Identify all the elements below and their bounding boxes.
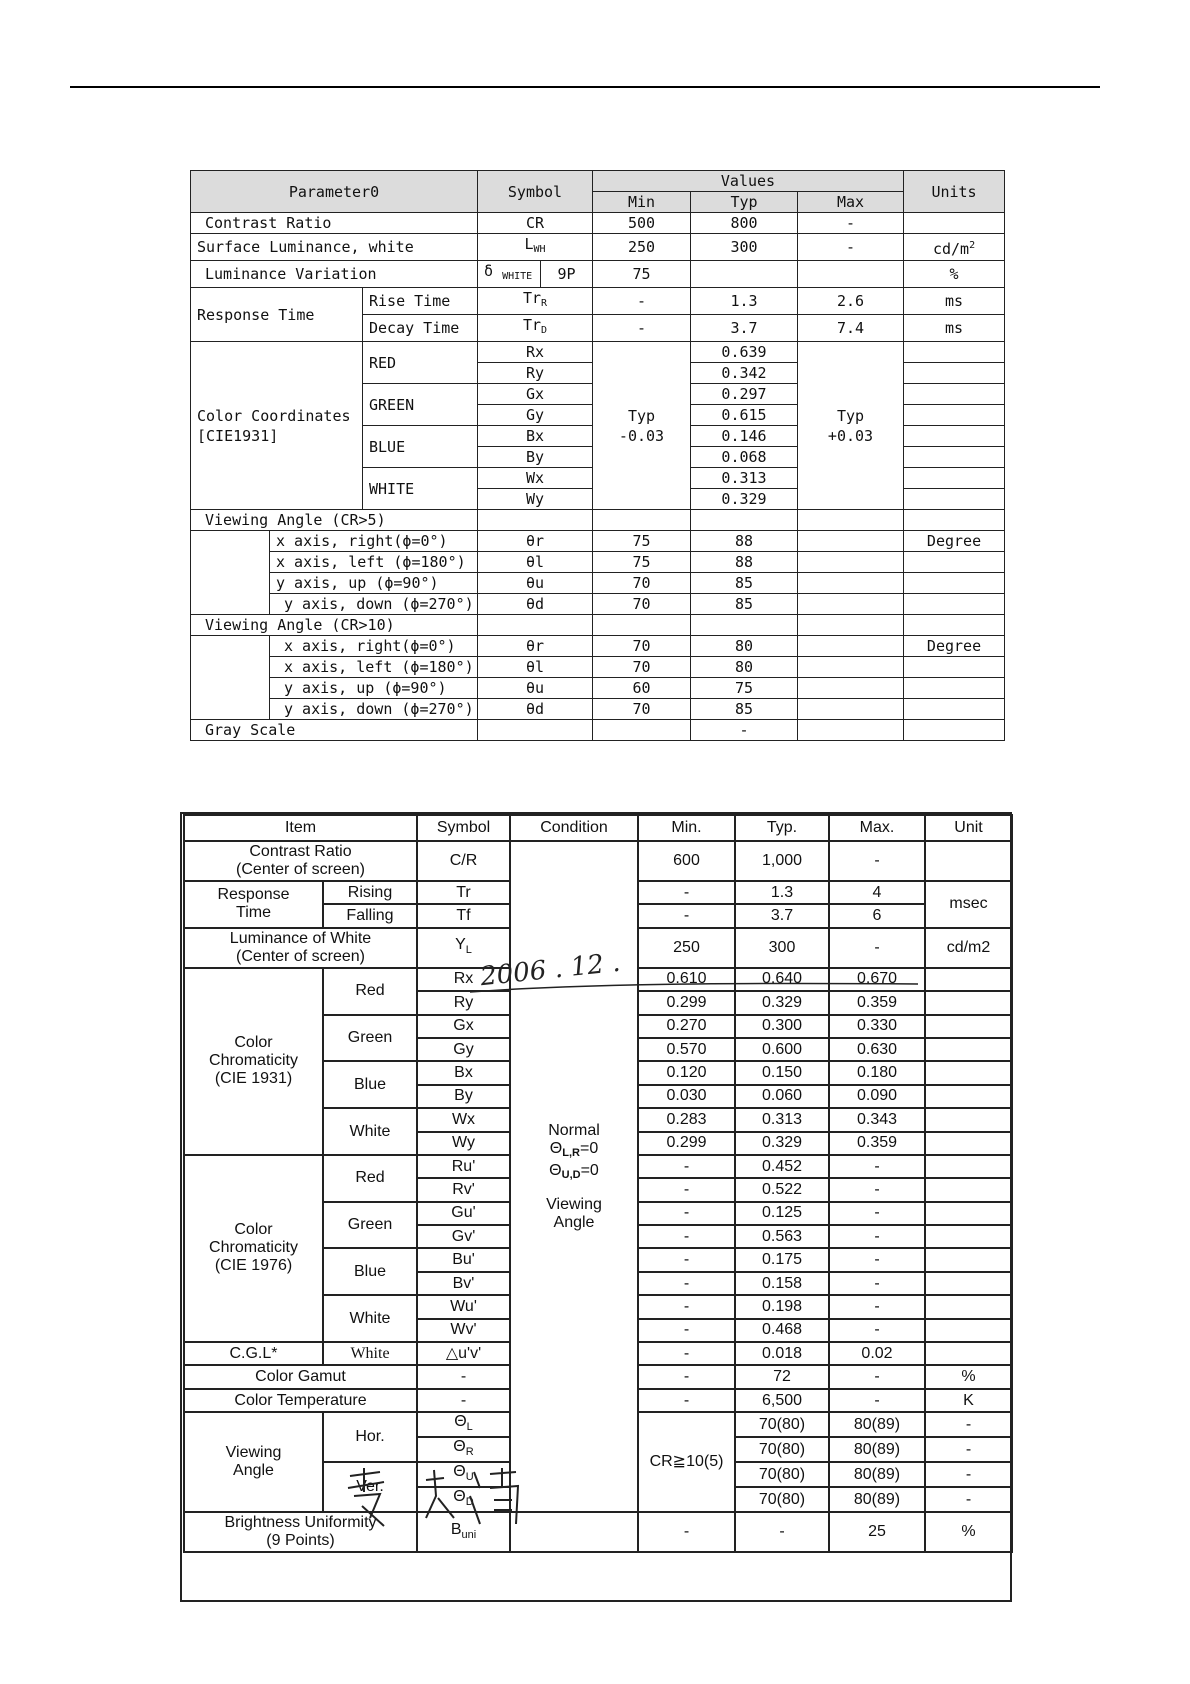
- symbol: δ $_{WHITE}$: [478, 261, 541, 288]
- condition-normal: Normal ΘL,R=0 ΘU,D=0 Viewing Angle: [510, 841, 638, 1512]
- min: -: [593, 315, 691, 342]
- table-row: [191, 531, 1005, 552]
- typ: 6,500: [735, 1389, 829, 1412]
- symbol: CR: [478, 213, 593, 234]
- color-green-label: GREEN: [363, 384, 478, 426]
- typ: 0.060: [735, 1085, 829, 1108]
- table-row: [191, 636, 1005, 657]
- typ: 0.329: [735, 1132, 829, 1155]
- sub-label: y axis, up (ϕ=90°): [270, 678, 478, 699]
- typ: 3.7: [691, 315, 798, 342]
- unit: %: [925, 1512, 1012, 1552]
- symbol: Wy: [478, 489, 593, 510]
- max: -: [829, 1365, 925, 1388]
- symbol: Wu': [417, 1295, 510, 1318]
- typ: 0.468: [735, 1319, 829, 1342]
- symbol: Bu': [417, 1248, 510, 1271]
- symbol: Gx: [478, 384, 593, 405]
- typ: 75: [691, 678, 798, 699]
- max: -: [829, 1272, 925, 1295]
- typ: 80(89): [829, 1462, 925, 1487]
- symbol: By: [417, 1085, 510, 1108]
- color-white-label: WHITE: [363, 468, 478, 510]
- table-row: [191, 678, 1005, 699]
- symbol: $L_{WH}$: [478, 234, 593, 261]
- min: 0.299: [638, 991, 735, 1014]
- param-label: Gray Scale: [191, 720, 478, 741]
- symbol: -: [417, 1389, 510, 1412]
- sub-label: x axis, right(ϕ=0°): [270, 636, 478, 657]
- typ: 1.3: [735, 881, 829, 904]
- max: -: [925, 1487, 1012, 1512]
- min: -: [638, 1512, 735, 1552]
- min: 500: [593, 213, 691, 234]
- typ: 80: [691, 636, 798, 657]
- unit: cd/m2: [925, 928, 1012, 968]
- typ: 0.125: [735, 1202, 829, 1225]
- sub-label: y axis, up (ϕ=90°): [270, 573, 478, 594]
- sub-label: Red: [323, 968, 417, 1015]
- symbol: Gy: [417, 1038, 510, 1061]
- symbol: Bv': [417, 1272, 510, 1295]
- table-row: [191, 213, 1005, 234]
- symbol: Wx: [478, 468, 593, 489]
- header-units: Units: [904, 171, 1005, 213]
- sub-label: x axis, right(ϕ=0°): [270, 531, 478, 552]
- typ: 0.522: [735, 1178, 829, 1201]
- table-row: [184, 1512, 1012, 1552]
- sub-label: x axis, left (ϕ=180°): [270, 552, 478, 573]
- min: -: [638, 1225, 735, 1248]
- symbol: Gv': [417, 1225, 510, 1248]
- item-label: Color Chromaticity (CIE 1976): [184, 1155, 323, 1342]
- typ: 0.342: [691, 363, 798, 384]
- param-label: Contrast Ratio: [191, 213, 478, 234]
- symbol: Wx: [417, 1108, 510, 1131]
- item-label: Color Temperature: [184, 1389, 417, 1412]
- typ: 3.7: [735, 904, 829, 927]
- header-max: Max.: [829, 815, 925, 841]
- max: -: [925, 1462, 1012, 1487]
- table2-header-row: [184, 815, 1012, 841]
- item-label: C.G.L*: [184, 1342, 323, 1365]
- table-row: [191, 510, 1005, 531]
- points: 9P: [541, 261, 593, 288]
- symbol: θd: [478, 699, 593, 720]
- min: -: [638, 1295, 735, 1318]
- typ: 0.329: [735, 991, 829, 1014]
- typ: -: [735, 1512, 829, 1552]
- typ: 0.615: [691, 405, 798, 426]
- unit: K: [925, 1389, 1012, 1412]
- min: -: [638, 1342, 735, 1365]
- item-label: Brightness Uniformity (9 Points): [184, 1512, 417, 1552]
- typ: 85: [691, 699, 798, 720]
- color-red-label: RED: [363, 342, 478, 384]
- symbol: Ry: [417, 991, 510, 1014]
- header-max: Max: [798, 192, 904, 213]
- symbol: θd: [478, 594, 593, 615]
- min: -: [638, 1202, 735, 1225]
- min: 0.030: [638, 1085, 735, 1108]
- sub-label: Hor.: [323, 1412, 417, 1462]
- min: 600: [638, 841, 735, 881]
- typ: 0.600: [735, 1038, 829, 1061]
- symbol: $\Theta_R$: [417, 1437, 510, 1462]
- symbol: Ry: [478, 363, 593, 384]
- symbol: θu: [478, 573, 593, 594]
- max: Typ +0.03: [798, 342, 904, 510]
- typ: 1,000: [735, 841, 829, 881]
- header-symbol: Symbol: [478, 171, 593, 213]
- symbol: $Tr_R$: [478, 288, 593, 315]
- header-item: Item: [184, 815, 417, 841]
- typ: 0.018: [735, 1342, 829, 1365]
- typ: 80: [691, 657, 798, 678]
- max: 2.6: [798, 288, 904, 315]
- symbol: Wv': [417, 1319, 510, 1342]
- sub-label: Green: [323, 1015, 417, 1062]
- symbol: Tf: [417, 904, 510, 927]
- header-symbol: Symbol: [417, 815, 510, 841]
- typ: 0.068: [691, 447, 798, 468]
- max: -: [829, 1178, 925, 1201]
- max: -: [829, 1225, 925, 1248]
- symbol: $Tr_D$: [478, 315, 593, 342]
- table-row: [191, 234, 1005, 261]
- max: -: [798, 234, 904, 261]
- max: -: [829, 1295, 925, 1318]
- symbol: C/R: [417, 841, 510, 881]
- max: 0.630: [829, 1038, 925, 1061]
- max: -: [829, 1319, 925, 1342]
- unit: %: [925, 1365, 1012, 1388]
- min: -: [638, 881, 735, 904]
- min: -: [638, 1389, 735, 1412]
- symbol: $Y_L$: [417, 928, 510, 968]
- header-min: Min.: [638, 815, 735, 841]
- color-blue-label: BLUE: [363, 426, 478, 468]
- min: 250: [593, 234, 691, 261]
- symbol: Tr: [417, 881, 510, 904]
- param-label: Viewing Angle (CR>5): [191, 510, 478, 531]
- symbol: By: [478, 447, 593, 468]
- typ: 300: [735, 928, 829, 968]
- sub-label: y axis, down (ϕ=270°): [270, 699, 478, 720]
- typ: 0.300: [735, 1015, 829, 1038]
- max: 0.090: [829, 1085, 925, 1108]
- typ: 0.175: [735, 1248, 829, 1271]
- symbol: $\Theta_D$: [417, 1487, 510, 1512]
- table-row: [191, 615, 1005, 636]
- typ: 0.198: [735, 1295, 829, 1318]
- sub-label: Falling: [323, 904, 417, 927]
- symbol: -: [417, 1365, 510, 1388]
- item-label: Luminance of White (Center of screen): [184, 928, 417, 968]
- item-label: Response Time: [184, 881, 323, 928]
- header-typ: Typ.: [735, 815, 829, 841]
- table-row: [191, 594, 1005, 615]
- item-label: Viewing Angle: [184, 1412, 323, 1512]
- typ: 0.313: [735, 1108, 829, 1131]
- typ: 1.3: [691, 288, 798, 315]
- sub-label: White: [323, 1295, 417, 1342]
- max: 6: [829, 904, 925, 927]
- min: -: [638, 1319, 735, 1342]
- typ: 80(89): [829, 1437, 925, 1462]
- typ: 0.297: [691, 384, 798, 405]
- symbol: $\Theta_L$: [417, 1412, 510, 1437]
- symbol: θl: [478, 552, 593, 573]
- symbol: Bx: [417, 1061, 510, 1084]
- typ: 800: [691, 213, 798, 234]
- table-row: [191, 288, 1005, 315]
- header-values: Values: [593, 171, 904, 192]
- max: 0.359: [829, 991, 925, 1014]
- max: 0.343: [829, 1108, 925, 1131]
- table-row: [191, 342, 1005, 363]
- symbol: Gu': [417, 1202, 510, 1225]
- max: 0.670: [829, 968, 925, 991]
- symbol: θl: [478, 657, 593, 678]
- header-min: Min: [593, 192, 691, 213]
- typ: 0.639: [691, 342, 798, 363]
- min: -: [638, 1248, 735, 1271]
- min: -: [638, 1272, 735, 1295]
- min: 70: [593, 657, 691, 678]
- sub-label: Red: [323, 1155, 417, 1202]
- table-row: [191, 552, 1005, 573]
- symbol: Ru': [417, 1155, 510, 1178]
- symbol: Rx: [417, 968, 510, 991]
- max: -: [829, 928, 925, 968]
- typ: 0.150: [735, 1061, 829, 1084]
- min: -: [638, 904, 735, 927]
- max: -: [829, 841, 925, 881]
- symbol: Wy: [417, 1132, 510, 1155]
- max: -: [925, 1437, 1012, 1462]
- min: 0.570: [638, 1038, 735, 1061]
- min: 0.299: [638, 1132, 735, 1155]
- min: 70(80): [735, 1437, 829, 1462]
- typ: 0.146: [691, 426, 798, 447]
- param-label: Viewing Angle (CR>10): [191, 615, 478, 636]
- header-parameter: Parameter0: [191, 171, 478, 213]
- sub-label: Rising: [323, 881, 417, 904]
- sub-label: Rise Time: [363, 288, 478, 315]
- min: -: [638, 1178, 735, 1201]
- header-typ: Typ: [691, 192, 798, 213]
- typ: 88: [691, 531, 798, 552]
- min: -: [593, 288, 691, 315]
- max: 4: [829, 881, 925, 904]
- typ: 0.158: [735, 1272, 829, 1295]
- min: 75: [593, 531, 691, 552]
- min: Typ -0.03: [593, 342, 691, 510]
- table-row: [191, 657, 1005, 678]
- item-label: Color Chromaticity (CIE 1931): [184, 968, 323, 1155]
- unit: %: [904, 261, 1005, 288]
- unit: Degree: [904, 531, 1005, 552]
- max: -: [829, 1202, 925, 1225]
- max: 0.180: [829, 1061, 925, 1084]
- typ: 88: [691, 552, 798, 573]
- symbol: Gy: [478, 405, 593, 426]
- min: 70: [593, 699, 691, 720]
- typ: 80(89): [829, 1412, 925, 1437]
- min: 0.270: [638, 1015, 735, 1038]
- typ: 0.563: [735, 1225, 829, 1248]
- typ: -: [691, 720, 798, 741]
- min: 60: [593, 678, 691, 699]
- typ: 80(89): [829, 1487, 925, 1512]
- sub-label: Ver.: [323, 1462, 417, 1512]
- typ: 0.313: [691, 468, 798, 489]
- sub-label: Decay Time: [363, 315, 478, 342]
- unit: [904, 213, 1005, 234]
- symbol: $\Theta_U$: [417, 1462, 510, 1487]
- min: -: [638, 1365, 735, 1388]
- condition-cr: CR≧10(5): [638, 1412, 735, 1512]
- unit: Degree: [904, 636, 1005, 657]
- unit: msec: [925, 881, 1012, 928]
- param-label: Color Coordinates [CIE1931]: [191, 342, 363, 510]
- unit: ms: [904, 315, 1005, 342]
- min: 250: [638, 928, 735, 968]
- symbol: △u'v': [417, 1342, 510, 1365]
- min: 70: [593, 594, 691, 615]
- symbol: $B_{uni}$: [417, 1512, 510, 1552]
- max: 7.4: [798, 315, 904, 342]
- sub-label: White: [323, 1108, 417, 1155]
- unit: ms: [904, 288, 1005, 315]
- typ: 72: [735, 1365, 829, 1388]
- typ: 0.640: [735, 968, 829, 991]
- param-label: Surface Luminance, white: [191, 234, 478, 261]
- handwritten-date: 2006 . 12 .: [478, 947, 622, 993]
- item-label: Contrast Ratio (Center of screen): [184, 841, 417, 881]
- max: 0.359: [829, 1132, 925, 1155]
- header-condition: Condition: [510, 815, 638, 841]
- symbol: Bx: [478, 426, 593, 447]
- param-label: Luminance Variation: [191, 261, 478, 288]
- typ: 0.452: [735, 1155, 829, 1178]
- sub-label: Blue: [323, 1061, 417, 1108]
- min: 75: [593, 552, 691, 573]
- min: 70: [593, 573, 691, 594]
- symbol: θr: [478, 636, 593, 657]
- unit: $cd/m^2$: [904, 234, 1005, 261]
- min: 0.283: [638, 1108, 735, 1131]
- sub-label: x axis, left (ϕ=180°): [270, 657, 478, 678]
- max: -: [925, 1412, 1012, 1437]
- min: 70(80): [735, 1487, 829, 1512]
- header-unit: Unit: [925, 815, 1012, 841]
- item-label: Color Gamut: [184, 1365, 417, 1388]
- min: 70: [593, 636, 691, 657]
- sub-label: Blue: [323, 1248, 417, 1295]
- table-row: [191, 720, 1005, 741]
- min: 70(80): [735, 1462, 829, 1487]
- typ: 300: [691, 234, 798, 261]
- optical-spec-table: [190, 170, 1005, 741]
- max: 25: [829, 1512, 925, 1552]
- typ: 85: [691, 573, 798, 594]
- min: 75: [593, 261, 691, 288]
- sub-label: White: [323, 1342, 417, 1365]
- typ: 85: [691, 594, 798, 615]
- sub-label: y axis, down (ϕ=270°): [270, 594, 478, 615]
- table-row: [191, 699, 1005, 720]
- max: -: [829, 1155, 925, 1178]
- table-row: [184, 841, 1012, 881]
- symbol: θr: [478, 531, 593, 552]
- min: 0.610: [638, 968, 735, 991]
- scanned-spec-table: [183, 814, 1013, 1553]
- table-row: [191, 573, 1005, 594]
- max: -: [798, 213, 904, 234]
- sub-label: Green: [323, 1202, 417, 1249]
- min: -: [638, 1155, 735, 1178]
- max: 0.330: [829, 1015, 925, 1038]
- max: 0.02: [829, 1342, 925, 1365]
- param-label: Response Time: [191, 288, 363, 342]
- max: -: [829, 1248, 925, 1271]
- header-rule: [70, 86, 1100, 88]
- symbol: Rv': [417, 1178, 510, 1201]
- table1-header-row: [191, 171, 1005, 192]
- table-row: [191, 261, 1005, 288]
- min: 0.120: [638, 1061, 735, 1084]
- min: 70(80): [735, 1412, 829, 1437]
- symbol: Gx: [417, 1015, 510, 1038]
- max: -: [829, 1389, 925, 1412]
- symbol: θu: [478, 678, 593, 699]
- symbol: Rx: [478, 342, 593, 363]
- typ: 0.329: [691, 489, 798, 510]
